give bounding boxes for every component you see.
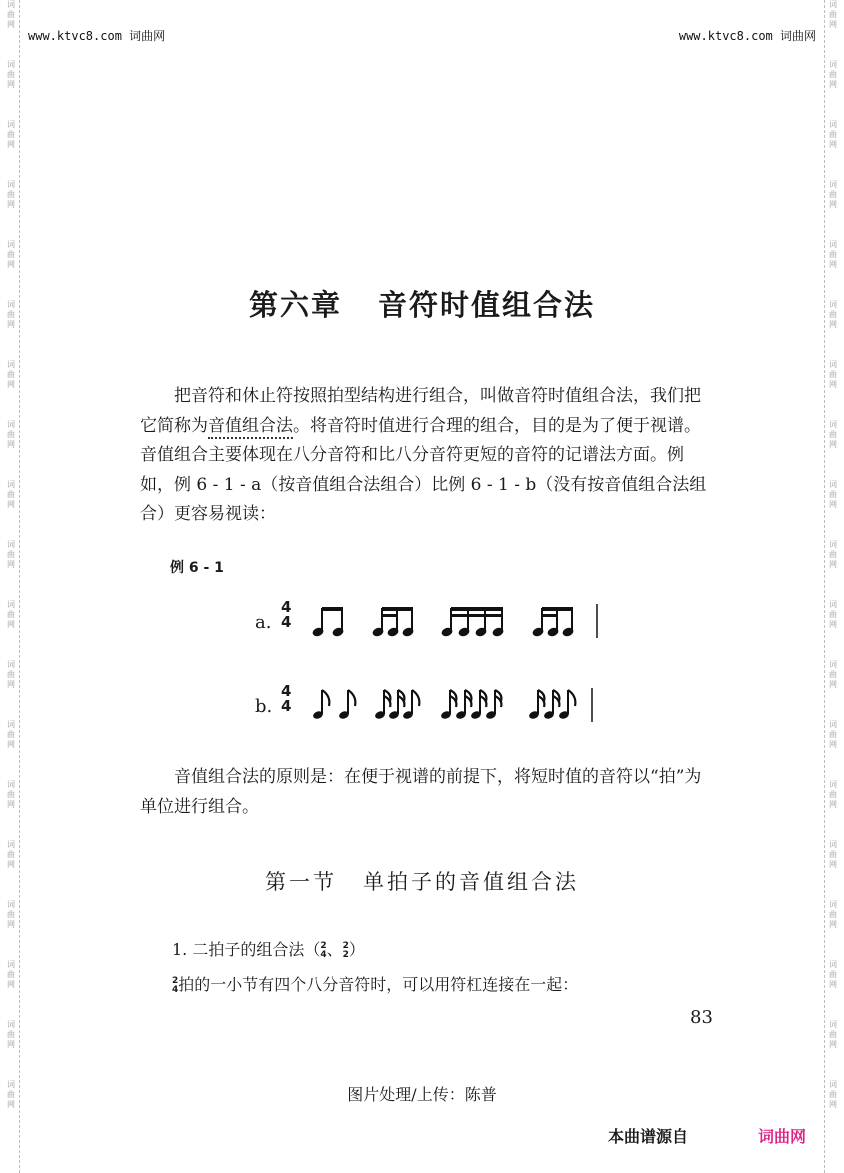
watermark-char: 网 [829, 1040, 837, 1049]
intro-text-before: 把音符和休止符按照拍型结构进行组合，叫做音符时值组合法，我们把它简称为 [140, 386, 701, 436]
left-watermark-strip [3, 0, 20, 1173]
row-b-time-signature [281, 684, 291, 714]
watermark-char: 曲 [7, 70, 15, 79]
watermark-char-group [7, 900, 15, 930]
watermark-char-group [829, 360, 837, 390]
watermark-char: 词 [7, 420, 15, 429]
watermark-char-group [7, 1020, 15, 1050]
watermark-char: 网 [829, 380, 837, 389]
watermark-char: 网 [7, 680, 15, 689]
watermark-char: 词 [7, 840, 15, 849]
example-label: 例 6 - 1 [170, 560, 224, 576]
watermark-char: 曲 [7, 250, 15, 259]
watermark-char: 词 [7, 120, 15, 129]
watermark-char: 曲 [7, 610, 15, 619]
watermark-char-group [7, 600, 15, 630]
sixteenth-note [543, 690, 559, 720]
watermark-char: 词 [829, 180, 837, 189]
header-url-left[interactable]: www.ktvc8.com 词曲网 [28, 29, 166, 43]
watermark-char-group [7, 660, 15, 690]
watermark-char: 网 [829, 1100, 837, 1109]
eighth-note [558, 690, 575, 720]
watermark-char-group [7, 0, 15, 30]
watermark-char: 曲 [829, 970, 837, 979]
watermark-char: 词 [7, 240, 15, 249]
watermark-char-group [829, 60, 837, 90]
watermark-char: 网 [7, 140, 15, 149]
watermark-char: 词 [7, 1080, 15, 1089]
watermark-char: 网 [829, 860, 837, 869]
watermark-char: 网 [829, 740, 837, 749]
watermark-char: 曲 [7, 370, 15, 379]
watermark-char-group [829, 900, 837, 930]
watermark-char: 网 [7, 20, 15, 29]
row-b-prefix: b. [255, 696, 273, 717]
row-a-time-bottom: 4 [281, 613, 292, 631]
watermark-char-group [829, 960, 837, 990]
watermark-char: 词 [829, 960, 837, 969]
watermark-char: 网 [7, 920, 15, 929]
watermark-char: 词 [829, 840, 837, 849]
subsection-suffix: ） [348, 940, 365, 959]
watermark-char: 曲 [7, 10, 15, 19]
watermark-char: 曲 [829, 70, 837, 79]
watermark-char: 网 [829, 320, 837, 329]
watermark-char: 网 [7, 80, 15, 89]
source-label: 本曲谱源自 [608, 1127, 689, 1146]
fraction-bottom: 4 [320, 949, 327, 960]
chapter-title [0, 283, 844, 324]
watermark-char: 词 [7, 780, 15, 789]
watermark-char: 词 [7, 300, 15, 309]
watermark-char: 曲 [7, 790, 15, 799]
fraction-top: 2 [320, 940, 327, 951]
sixteenth-note [528, 690, 544, 720]
watermark-char: 网 [829, 800, 837, 809]
watermark-char: 曲 [829, 790, 837, 799]
watermark-char-group [829, 720, 837, 750]
eighth-note [338, 690, 355, 720]
watermark-char: 词 [7, 600, 15, 609]
row-b-time-bottom: 4 [281, 697, 292, 715]
watermark-char: 词 [829, 480, 837, 489]
watermark-char: 词 [829, 900, 837, 909]
watermark-char-group [7, 420, 15, 450]
watermark-char: 网 [7, 860, 15, 869]
watermark-char: 网 [7, 500, 15, 509]
watermark-char: 词 [7, 1020, 15, 1029]
watermark-char: 词 [829, 540, 837, 549]
watermark-char-group [829, 660, 837, 690]
watermark-char: 词 [7, 660, 15, 669]
watermark-char: 网 [7, 740, 15, 749]
watermark-char: 网 [829, 680, 837, 689]
section-number: 第一节 [265, 870, 337, 894]
watermark-char: 词 [7, 960, 15, 969]
intro-paragraph [140, 382, 710, 530]
section-name: 单拍子的音值组合法 [363, 870, 579, 894]
watermark-char: 曲 [7, 730, 15, 739]
rhythm-row-a [255, 598, 615, 648]
sixteenth-note [440, 690, 456, 720]
watermark-char: 曲 [7, 1090, 15, 1099]
watermark-char: 网 [7, 380, 15, 389]
row-b-time-top: 4 [281, 682, 292, 700]
subsection-prefix: 1. 二拍子的组合法（ [172, 940, 321, 959]
watermark-char: 词 [829, 60, 837, 69]
watermark-char-group [7, 720, 15, 750]
watermark-char: 词 [829, 780, 837, 789]
watermark-char: 词 [7, 900, 15, 909]
row-a-notation [305, 598, 605, 642]
upload-credit: 图片处理/上传：陈普 [347, 1085, 497, 1104]
watermark-char-group [829, 600, 837, 630]
eighth-note [312, 690, 329, 720]
watermark-char: 词 [829, 720, 837, 729]
watermark-char: 网 [7, 1100, 15, 1109]
chapter-name: 音符时值组合法 [378, 288, 596, 322]
watermark-char-group [7, 180, 15, 210]
watermark-char-group [7, 960, 15, 990]
watermark-char-group [829, 420, 837, 450]
watermark-char: 网 [7, 1040, 15, 1049]
page-number: 83 [690, 1007, 713, 1028]
watermark-char-group [7, 540, 15, 570]
watermark-char-group [829, 180, 837, 210]
watermark-char: 曲 [7, 550, 15, 559]
row-a-time-signature [281, 600, 291, 630]
watermark-char: 词 [7, 0, 15, 9]
watermark-char-group [829, 540, 837, 570]
watermark-char: 词 [7, 60, 15, 69]
watermark-char: 曲 [829, 850, 837, 859]
sixteenth-note [455, 690, 471, 720]
watermark-char: 词 [829, 660, 837, 669]
watermark-char: 网 [829, 920, 837, 929]
fraction-top: 2 [342, 940, 349, 951]
watermark-char: 词 [829, 360, 837, 369]
watermark-char: 词 [829, 300, 837, 309]
watermark-char: 网 [7, 560, 15, 569]
watermark-char: 曲 [7, 970, 15, 979]
watermark-char: 曲 [7, 850, 15, 859]
watermark-char: 网 [829, 80, 837, 89]
beamed-four-sixteenths [441, 607, 504, 637]
section-title [0, 866, 844, 896]
watermark-char: 曲 [7, 910, 15, 919]
watermark-char: 词 [829, 600, 837, 609]
watermark-char: 曲 [7, 1030, 15, 1039]
watermark-char: 曲 [829, 430, 837, 439]
watermark-char: 词 [829, 420, 837, 429]
watermark-char: 曲 [7, 310, 15, 319]
watermark-char: 网 [7, 320, 15, 329]
watermark-char: 曲 [829, 1030, 837, 1039]
watermark-char: 词 [7, 480, 15, 489]
watermark-char-group [7, 780, 15, 810]
watermark-char: 词 [829, 120, 837, 129]
watermark-char: 曲 [829, 190, 837, 199]
watermark-char-group [829, 780, 837, 810]
watermark-char: 词 [829, 0, 837, 9]
watermark-char: 曲 [829, 730, 837, 739]
watermark-char-group [7, 240, 15, 270]
intro-text-after: 。将音符时值进行合理的组合，目的是为了便于视谱。音值组合主要体现在八分音符和比八分音符更短的音符的记谱法方面。例如，例 6 - 1 - a（按音值组合法组合）比例 6 - 1 - b（没有按音值组合法组合）更容易视读： [140, 415, 707, 524]
watermark-char: 曲 [829, 1090, 837, 1099]
row-a-time-top: 4 [281, 598, 292, 616]
sixteenth-note [374, 690, 390, 720]
chapter-number: 第六章 [248, 288, 342, 322]
watermark-char: 曲 [829, 670, 837, 679]
watermark-char: 曲 [829, 550, 837, 559]
watermark-char: 曲 [829, 490, 837, 499]
watermark-char: 网 [829, 140, 837, 149]
watermark-char: 曲 [7, 670, 15, 679]
watermark-char: 词 [7, 720, 15, 729]
watermark-char: 网 [7, 800, 15, 809]
watermark-char: 网 [829, 440, 837, 449]
watermark-char: 曲 [7, 130, 15, 139]
watermark-char: 曲 [829, 130, 837, 139]
source-brand-link[interactable]: 词曲网 [758, 1127, 807, 1146]
watermark-char: 网 [829, 620, 837, 629]
header-url-right[interactable]: www.ktvc8.com 词曲网 [678, 29, 816, 43]
watermark-char-group [829, 1020, 837, 1050]
watermark-char: 曲 [829, 10, 837, 19]
fraction-bottom: 4 [172, 984, 179, 995]
fraction-bottom: 2 [342, 949, 349, 960]
watermark-char: 网 [7, 980, 15, 989]
fraction-top: 2 [172, 975, 179, 986]
watermark-char-group [829, 240, 837, 270]
subsection-body: 拍的一小节有四个八分音符时，可以用符杠连接在一起： [178, 975, 579, 994]
beamed-eighth-pair [312, 607, 344, 637]
watermark-char: 网 [829, 980, 837, 989]
watermark-char: 曲 [7, 190, 15, 199]
watermark-char: 网 [829, 500, 837, 509]
row-a-prefix: a. [255, 612, 272, 633]
separator: 、 [326, 940, 343, 959]
subsection-heading [172, 937, 365, 960]
watermark-char: 曲 [829, 310, 837, 319]
watermark-char-group [7, 480, 15, 510]
sixteenth-note [485, 690, 501, 720]
right-watermark-strip [824, 0, 841, 1173]
watermark-char: 曲 [7, 490, 15, 499]
principle-paragraph: 音值组合法的原则是：在便于视谱的前提下，将短时值的音符以“拍”为单位进行组合。 [140, 767, 702, 817]
watermark-char: 网 [829, 560, 837, 569]
rhythm-row-b [255, 682, 615, 732]
watermark-char: 词 [7, 360, 15, 369]
watermark-char-group [829, 120, 837, 150]
watermark-char-group [829, 480, 837, 510]
watermark-char: 曲 [829, 370, 837, 379]
watermark-char: 词 [829, 240, 837, 249]
watermark-char: 网 [7, 620, 15, 629]
watermark-char: 曲 [829, 250, 837, 259]
emphasized-term: 音值组合法 [208, 416, 293, 439]
watermark-char: 词 [7, 540, 15, 549]
subsection-text [172, 972, 578, 995]
beamed-sixteenth-sixteenth-eighth [372, 607, 414, 637]
watermark-char: 网 [7, 440, 15, 449]
watermark-char: 词 [829, 1080, 837, 1089]
watermark-char: 网 [829, 260, 837, 269]
watermark-char: 网 [7, 200, 15, 209]
watermark-char: 网 [7, 260, 15, 269]
beamed-sixteenth-sixteenth-eighth-2 [532, 607, 574, 637]
watermark-char: 曲 [829, 610, 837, 619]
watermark-char: 网 [829, 200, 837, 209]
watermark-char: 曲 [7, 430, 15, 439]
watermark-char: 词 [829, 1020, 837, 1029]
row-b-notation [305, 682, 605, 726]
watermark-char-group [7, 360, 15, 390]
watermark-char: 词 [7, 180, 15, 189]
watermark-char: 曲 [829, 910, 837, 919]
watermark-char: 网 [829, 20, 837, 29]
sixteenth-note [470, 690, 486, 720]
watermark-char-group [7, 120, 15, 150]
watermark-char-group [7, 60, 15, 90]
watermark-char-group [829, 0, 837, 30]
